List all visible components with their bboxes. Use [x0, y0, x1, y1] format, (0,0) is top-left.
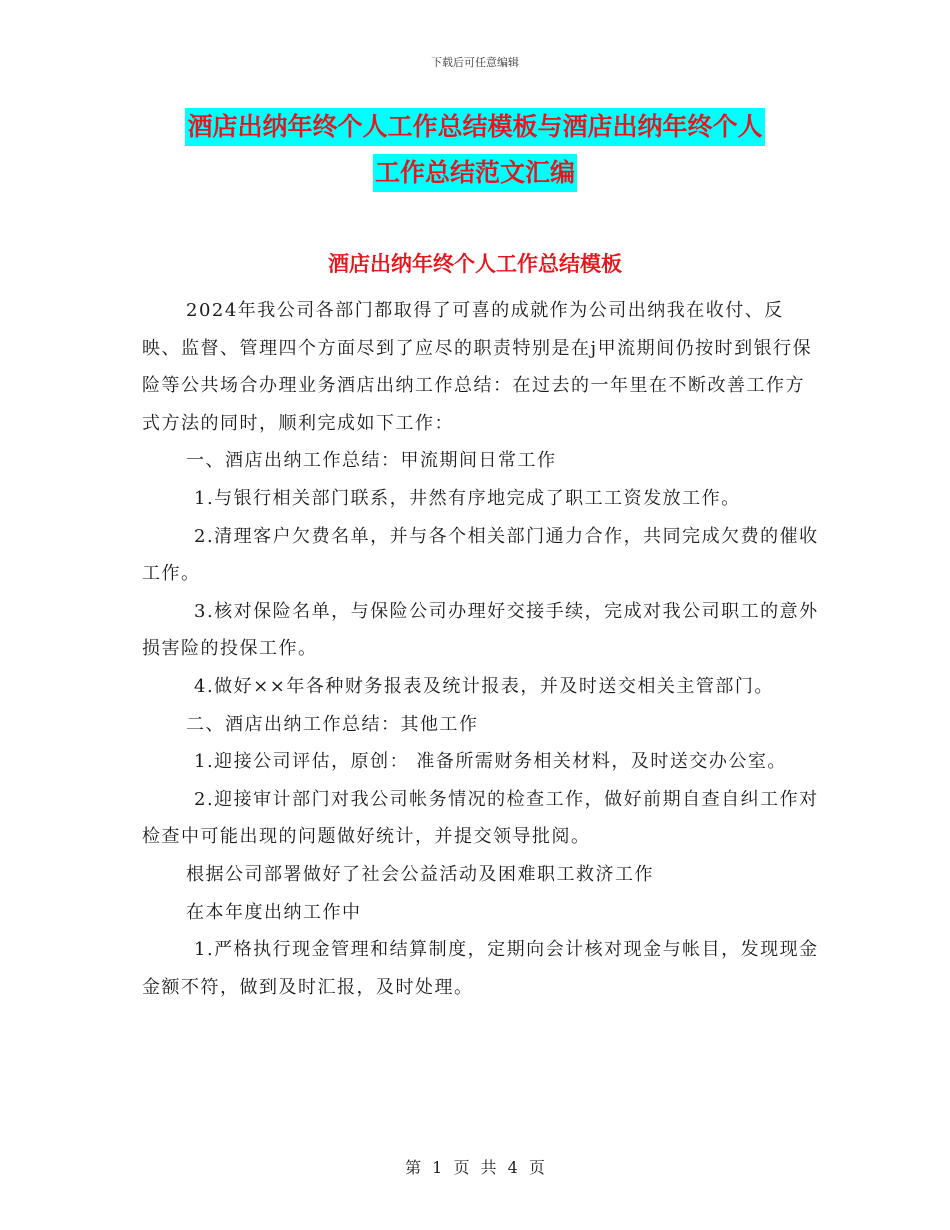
document-title	[0, 108, 950, 192]
paragraph-intro: 2024年我公司各部门都取得了可喜的成就作为公司出纳我在收付、反映、监督、管理四个方面尽到了应尽的职责特别是在j甲流期间仍按时到银行保险等公共场合办理业务酒店出纳工作总结：在过去的一年里在不断改善工作方式方法的同时，顺利完成如下工作：	[142, 300, 813, 434]
list-item: 4.做好××年各种财务报表及统计报表，并及时送交相关主管部门。	[194, 675, 774, 697]
heading-part-2: 二、酒店出纳工作总结：其他工作	[186, 713, 479, 735]
list-item: 2.迎接审计部门对我公司帐务情况的检查工作，做好前期自查自纠工作对检查中可能出现的问题做好统计，并提交领导批阅。	[142, 788, 819, 848]
document-body	[142, 292, 822, 1006]
list-item: 3.核对保险名单，与保险公司办理好交接手续，完成对我公司职工的意外损害险的投保工作。	[142, 600, 819, 660]
list-item: 2.清理客户欠费名单，并与各个相关部门通力合作，共同完成欠费的催收工作。	[142, 525, 819, 585]
list-item: 1.迎接公司评估，原创： 准备所需财务相关材料，及时送交办公室。	[194, 751, 787, 773]
section-title: 酒店出纳年终个人工作总结模板	[328, 252, 622, 276]
title-line-2: 工作总结范文汇编	[373, 154, 577, 192]
paragraph: 在本年度出纳工作中	[186, 901, 362, 923]
title-line-1: 酒店出纳年终个人工作总结模板与酒店出纳年终个人	[185, 108, 764, 146]
paragraph: 根据公司部署做好了社会公益活动及困难职工救济工作	[186, 863, 654, 885]
list-item: 1.与银行相关部门联系，井然有序地完成了职工工资发放工作。	[194, 487, 741, 509]
heading-part-1: 一、酒店出纳工作总结：甲流期间日常工作	[186, 450, 557, 472]
page-footer: 第 1 页 共 4 页	[405, 1158, 545, 1177]
page-header-note: 下载后可任意编辑	[431, 56, 519, 69]
list-item: 1.严格执行现金管理和结算制度，定期向会计核对现金与帐目，发现现金金额不符，做到及时汇报，及时处理。	[142, 939, 819, 998]
